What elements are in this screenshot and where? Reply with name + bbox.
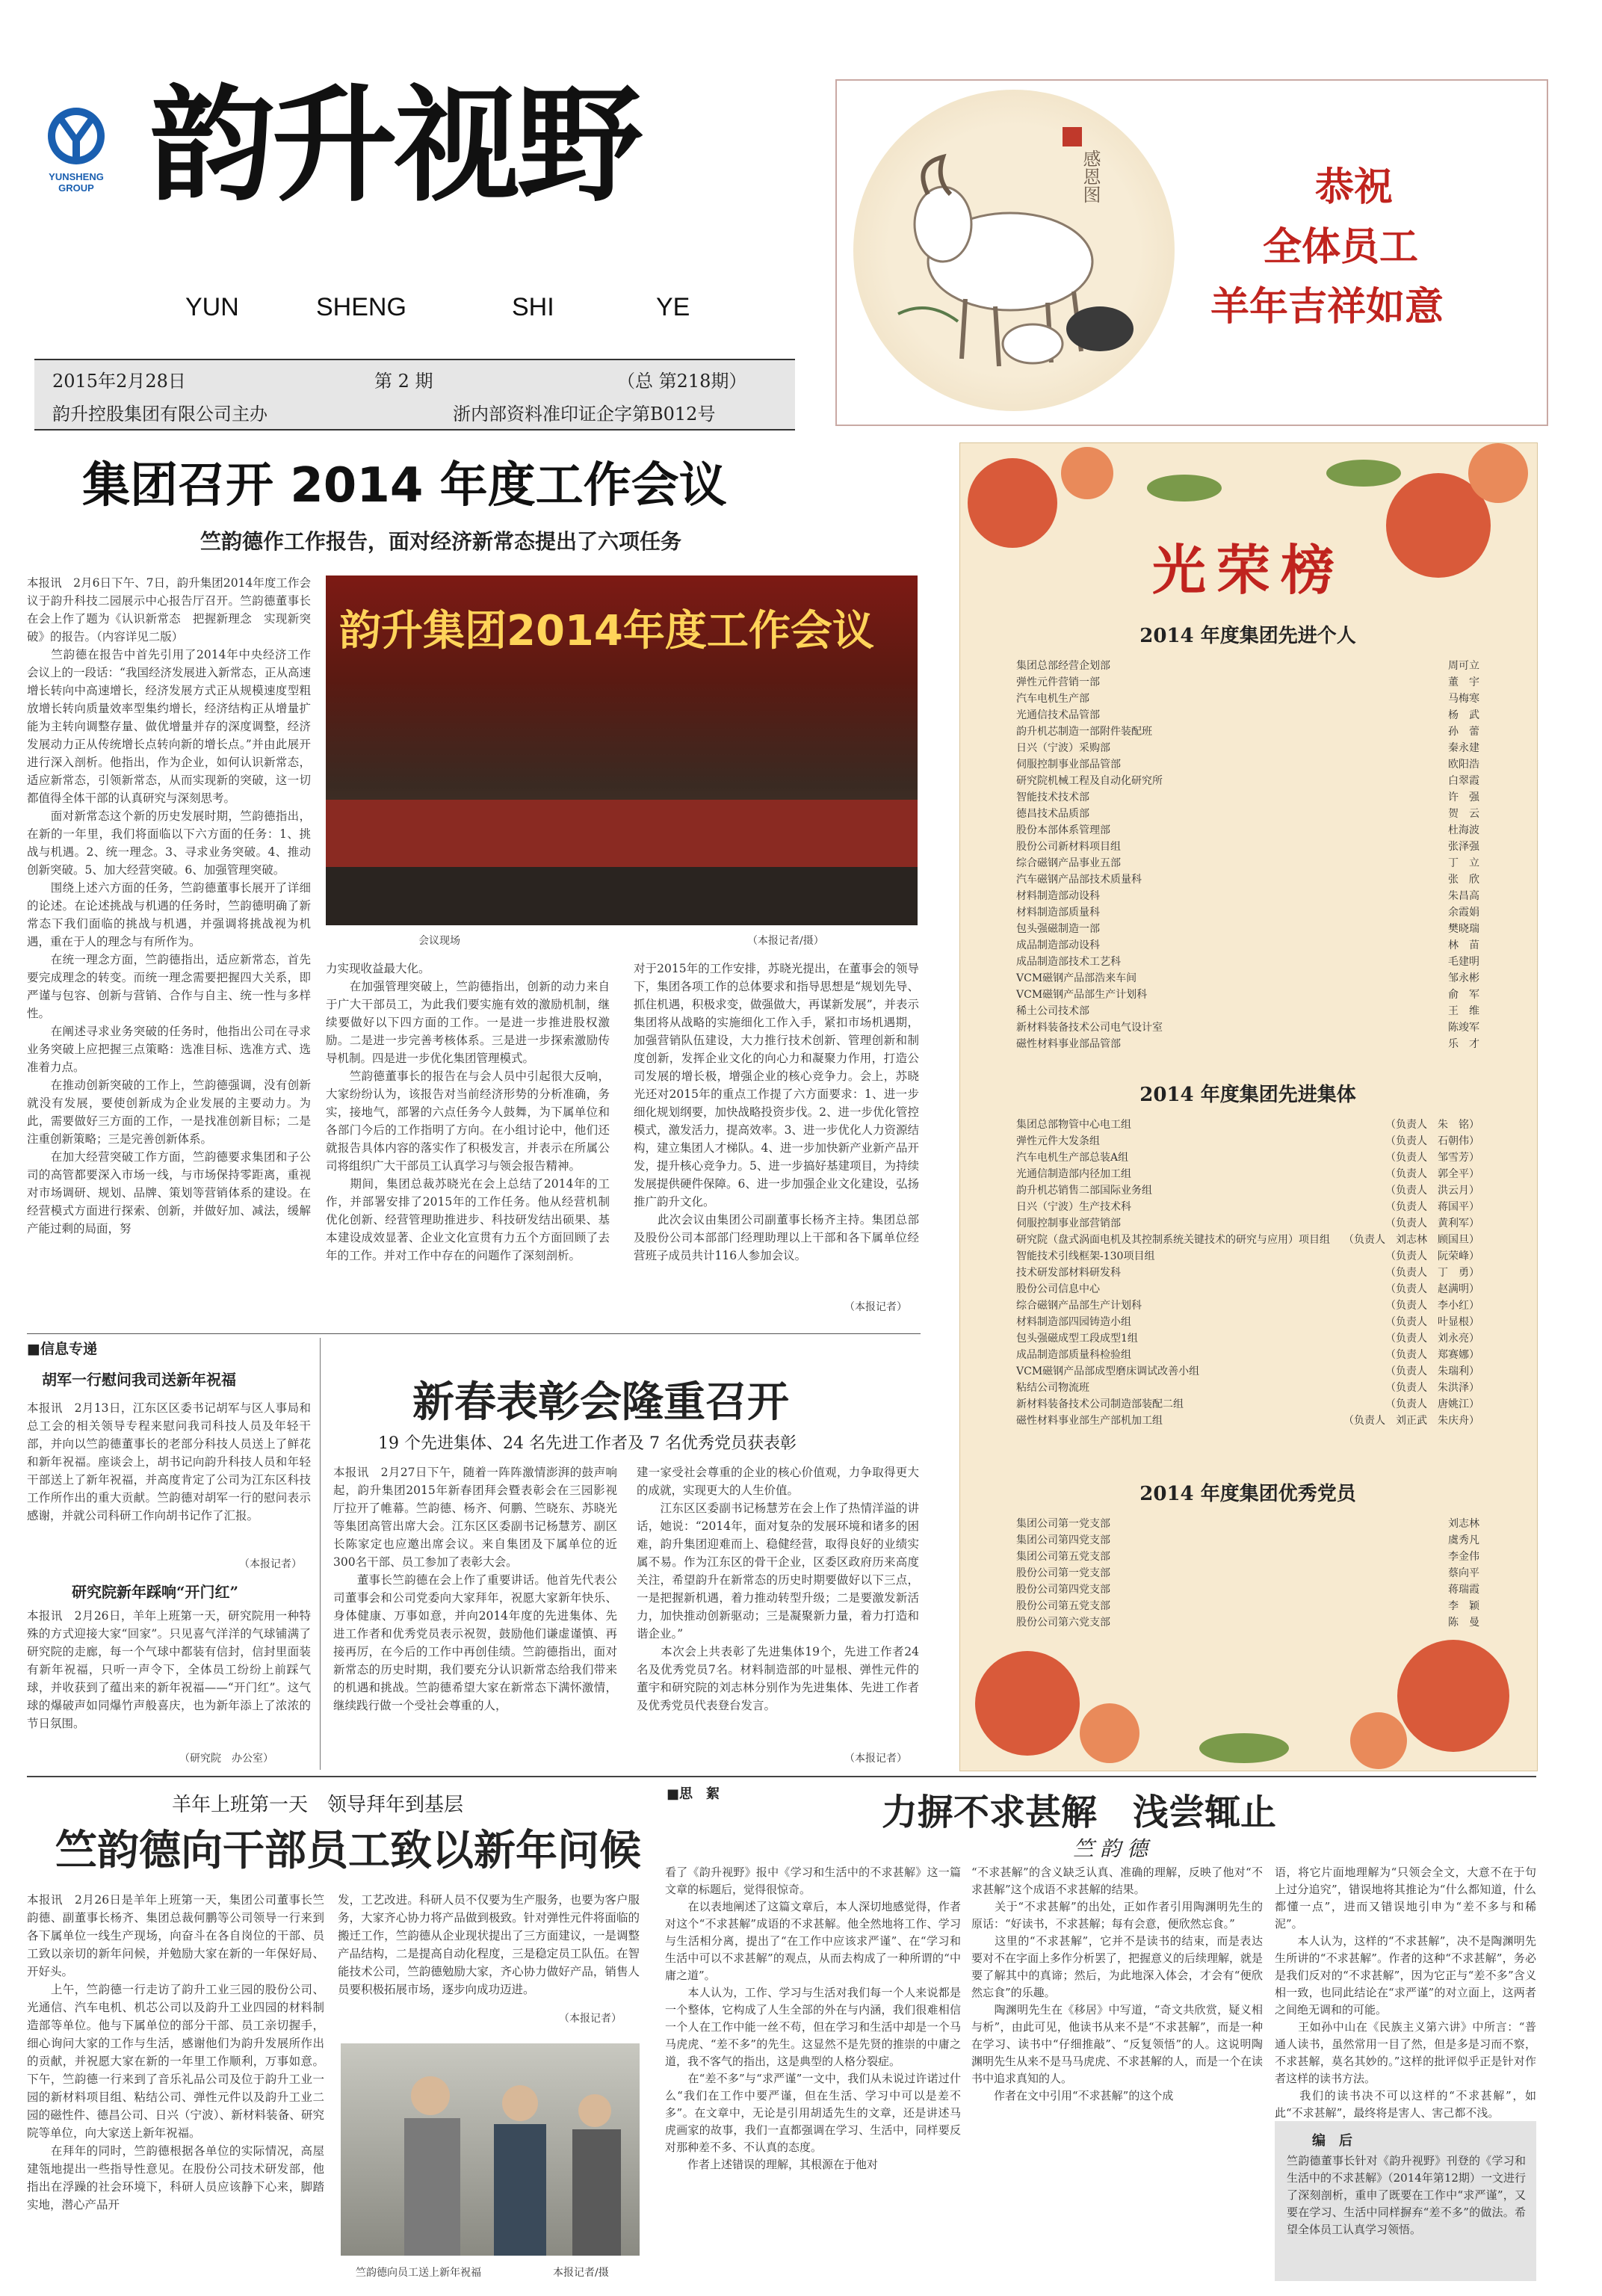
honor-person: 陈竣军	[1448, 1022, 1479, 1034]
honor-row	[1016, 1281, 1479, 1297]
honor-unit: 磁性材料事业部品管部	[1016, 1038, 1121, 1050]
honor-unit: 综合磁钢产品部生产计划科	[1016, 1300, 1142, 1312]
brief2-text: 本报讯 2月26日，羊年上班第一天，研究院用一种特殊的方式迎接大家“回家”。只见喜气洋洋的气球铺满了研究院的走廊，每一个气球中都装有信封，信封里面装有新年祝福，只听一声令下，全体员工纷纷上前踩气球，并收获到了蕴出来的新年祝福——“开门红”。这气球的爆破声如同爆竹声般喜庆，也为新年添上了浓浓的节日氛围。	[27, 1609, 311, 1730]
honor-person: 董 宇	[1448, 676, 1479, 688]
honor-unit: 材料制造部四园铸造小组	[1016, 1316, 1131, 1328]
honor-row	[1016, 1149, 1479, 1166]
honor-person: （负责人 赵满明）	[1385, 1283, 1479, 1295]
honor-row	[1016, 1199, 1479, 1215]
essay-author: 竺韵德	[1073, 1836, 1154, 1861]
honor-person: 周可立	[1448, 660, 1479, 672]
vertical-divider	[320, 1338, 321, 1770]
honor-person: （负责人 刘永亮）	[1385, 1333, 1479, 1345]
honor-person: 丁 立	[1448, 857, 1479, 869]
honor-row	[1016, 839, 1479, 855]
honor-person: 俞 军	[1448, 989, 1479, 1001]
greeting-box	[835, 79, 1548, 426]
article1-headline: 集团召开 2014 年度工作会议	[82, 458, 727, 513]
issue-date: 2015年2月28日	[52, 371, 186, 392]
honor-unit: 成品制造部技术工艺科	[1016, 956, 1121, 968]
greeting-line-3: 羊年吉祥如意	[1210, 284, 1444, 330]
honor-person: 刘志林	[1448, 1518, 1479, 1530]
article3-kicker: 羊年上班第一天 领导拜年到基层	[172, 1794, 464, 1816]
honor-person: 邹永彬	[1448, 972, 1479, 984]
greeting-line-1: 恭祝	[1315, 164, 1394, 210]
honor-row	[1016, 691, 1479, 707]
honor-row	[1016, 1330, 1479, 1347]
honor-row	[1016, 1248, 1479, 1265]
issue-number: 第 2 期	[374, 371, 433, 392]
honor-sec3-list	[1016, 1516, 1479, 1631]
honor-row	[1016, 1396, 1479, 1413]
article3-headline: 竺韵德向干部员工致以新年问候	[55, 1827, 641, 1875]
honor-row	[1016, 822, 1479, 839]
essay-note-box	[1275, 2121, 1536, 2281]
honor-unit: 智能技术技术部	[1016, 791, 1089, 803]
honor-row	[1016, 658, 1479, 674]
honor-row	[1016, 1215, 1479, 1232]
honor-unit: 集团总部物管中心电工组	[1016, 1119, 1131, 1131]
honor-row	[1016, 1036, 1479, 1052]
honor-row	[1016, 888, 1479, 904]
honor-row	[1016, 921, 1479, 937]
issue-total: （总 第218期）	[617, 371, 747, 392]
honor-row	[1016, 954, 1479, 970]
article1-col1: 本报讯 2月6日下午、7日，韵升集团2014年度工作会议于韵升科技二园展示中心报告厅召开。竺韵德董事长在会上作了题为《认识新常态 把握新理念 实现新突破》的报告。（内容详见二版） 竺韵德在报告中首先引用了2014年中央经济工作会议上的一段话：“我国经济发展进入新常态，正从高速增长转向中高速增长，经济发展方式正从规模速度型粗放增长转向质量效率型集约增长，经济结构正从增量扩能为主转向调整存量、做优增量并存的深度调整，经济发展动力正从传统增长点转向新的增长点。”并由此展开进行深入剖析。他指出，作为企业，如何认识新常态，适应新常态，引领新常态，从而实现新的突破，这一切都值得全体干部的认真研究与深刻思考。 面对新常态这个新的历史发展时期，竺韵德指出，在新的一年里，我们将面临以下六方面的任务：1、挑战与机遇。2、统一理念。3、寻求业务突破。4、推动创新突破。5、加大经营突破。6、加强管理突破。 围绕上述六方面的任务，竺韵德董事长展开了详细的论述。在论述挑战与机遇的任务时，竺韵德明确了新常态下我们面临的挑战与机遇，并强调将挑战视为机遇，重在于人的理念与有所作为。 在统一理念方面，竺韵德指出，适应新常态，首先要完成理念的转变。而统一理念需要把握四大关系，即严谨与包容、创新与营销、合作与自主、统一性与多样性。 在阐述寻求业务突破的任务时，他指出公司在寻求业务突破上应把握三点策略：选准目标、选准方式、选准着力点。 在推动创新突破的工作上，竺韵德强调，没有创新就没有发展，要使创新成为企业发展的主要动力。为此，需要做好三方面的工作，一是找准创新目标；二是注重创新策略；三是完善创新体系。 在加大经营突破工作方面，竺韵德要求集团和子公司的高管都要深入市场一线，与市场保持零距离，重视对市场调研、规划、品牌、策划等营销体系的建设。在经营模式方面进行探索、创新，并做好加、减法，缓解产能过剩的局面，努	[27, 576, 311, 1235]
honor-row	[1016, 987, 1479, 1003]
honor-unit: 光通信制造部内径加工组	[1016, 1168, 1131, 1180]
honor-person: （负责人 刘志林 顾国旦）	[1343, 1234, 1479, 1246]
honor-person: （负责人 洪云月）	[1385, 1185, 1479, 1197]
honor-row	[1016, 1549, 1479, 1565]
photo1-caption: 会议现场	[418, 935, 460, 947]
photo3-caption: 竺韵德向员工送上新年祝福	[356, 2267, 481, 2279]
honor-unit: 股份本部体系管理部	[1016, 824, 1110, 836]
honor-person: 余霞娟	[1448, 907, 1479, 919]
honor-unit: 新材料装备技术公司电气设计室	[1016, 1022, 1163, 1034]
honor-row	[1016, 904, 1479, 921]
photo3-credit: 本报记者/摄	[553, 2267, 609, 2279]
article2-signoff: （本报记者）	[844, 1753, 907, 1765]
honor-unit: 集团公司第五党支部	[1016, 1551, 1110, 1563]
honor-row	[1016, 806, 1479, 822]
honor-row	[1016, 756, 1479, 773]
honor-unit: 研究院（盘式涡面电机及其控制系统关键技术的研究与应用）项目组	[1016, 1234, 1330, 1246]
honor-unit: 韵升机芯销售二部国际业务组	[1016, 1185, 1152, 1197]
honor-row	[1016, 1532, 1479, 1549]
honor-unit: 智能技术引线框架-130项目组	[1016, 1250, 1155, 1262]
honor-unit: 股份公司第四党支部	[1016, 1584, 1110, 1596]
honor-unit: 伺服控制事业部品管部	[1016, 759, 1121, 771]
article2-col1: 本报讯 2月27日下午，随着一阵阵激情澎湃的鼓声响起，韵升集团2015年新春团拜会暨表彰会在三园影视厅拉开了帷幕。竺韵德、杨齐、何鹏、竺晓东、苏晓光等集团高管出席大会。江东区区委副书记杨慧芳、副区长陈家定也应邀出席会议。来自集团及下属单位的近300名干部、员工参加了表彰大会。 董事长竺韵德在会上作了重要讲话。他首先代表公司董事会和公司党委向大家拜年，祝愿大家新年快乐、身体健康、万事如意，并向2014年度的先进集体、先进工作者和优秀党员表示祝贺，鼓励他们谦虚谨慎、再接再厉，在今后的工作中再创佳绩。竺韵德指出，面对新常态的历史时期，我们要充分认识新常态给我们带来的机遇和挑战。竺韵德希望大家在新常态下满怀激情，继续践行做一个受社会尊重的人，	[333, 1466, 617, 1712]
news-brief-section: ■信息专递	[27, 1341, 97, 1357]
honor-person: （负责人 叶显根）	[1385, 1316, 1479, 1328]
article1-col3: 对于2015年的工作安排，苏晓光提出，在董事会的领导下，集团各项工作的总体要求和指导思想是“规划先导、抓住机遇，积极求变，做强做大，再谋新发展”，并表示集团将从战略的实施细化工作入手，紧扣市场机遇期，加强营销队伍建设，大力推行技术创新、管理创新和制度创新，发挥企业文化的向心力和凝聚力作用，打造公司发展的增长极，增强企业的核心竞争力。会上，苏晓光还对2015年的重点工作提了六方面要求：1、进一步细化规划纲要，加快战略投资步伐。2、进一步优化管控模式，激发活力，提高效率。3、进一步优化人力资源结构，建立集团人才梯队。4、进一步加快新产业新产品开发，提升核心竞争力。5、进一步搞好基建项目，为持续发展提供硬件保障。6、进一步加强企业文化建设，弘扬推广韵升文化。 此次会议由集团公司副董事长杨齐主持。集团总部及股份公司本部部门经理助理以上干部和各下属单位经营班子成员共计116人参加会议。	[634, 962, 919, 1262]
honor-person: 朱昌高	[1448, 890, 1479, 902]
honor-person: （负责人 邹雪芳）	[1385, 1152, 1479, 1164]
honor-row	[1016, 1166, 1479, 1182]
honor-unit: 股份公司信息中心	[1016, 1283, 1100, 1295]
photo-podium	[326, 800, 918, 867]
honor-row	[1016, 937, 1479, 954]
goat-painting	[853, 90, 1175, 411]
article1-photo	[326, 575, 918, 925]
brief2-signoff: （研究院 办公室）	[179, 1753, 273, 1765]
essay-col2: “不求甚解”的含义缺乏认真、准确的理解，反映了他对“不求甚解”这个成语不求甚解的结果。 关于“不求甚解”的出处，正如作者引用陶渊明先生的原话：“好读书，不求甚解；每有会意，便欣然忘食。” 这里的“不求甚解”，它并不是读书的结束，而是表达要对不在字面上多作分析罢了，把握意义的后续理解，就是要了解其中的真谛；然后，为此地深入体会，才会有“便欣然忘食”的乐趣。 陶渊明先生在《移居》中写道，“奇文共欣赏，疑义相与析”，由此可见，他读书从来不是“不求甚解”，而是一种在学习、读书中“仔细推敲”、“反复领悟”的人。这说明陶渊明先生从来不是马马虎虎、不求甚解的人，而是一个在读书中追求真知的人。 作者在文中引用“不求甚解”的这个成	[971, 1866, 1264, 2102]
honor-person: 陈 曼	[1448, 1617, 1479, 1629]
honor-person: （负责人 刘正武 朱庆舟）	[1343, 1415, 1479, 1427]
honor-person: 秦永建	[1448, 742, 1479, 754]
honor-unit: 集团总部经营企划部	[1016, 660, 1110, 672]
honor-unit: 光通信技术品管部	[1016, 709, 1100, 721]
honor-person: 樊晓瑞	[1448, 923, 1479, 935]
greeting-line-2: 全体员工	[1263, 224, 1419, 270]
honor-unit: 集团公司第一党支部	[1016, 1518, 1110, 1530]
honor-unit: 德昌技术品质部	[1016, 808, 1089, 820]
photo-audience	[326, 867, 918, 925]
honor-unit: 股份公司第五党支部	[1016, 1600, 1110, 1612]
honor-person: 许 强	[1448, 791, 1479, 803]
honor-person: （负责人 黄利军）	[1385, 1218, 1479, 1229]
article2-headline: 新春表彰会隆重召开	[412, 1378, 789, 1427]
honor-unit: 成品制造部动设科	[1016, 939, 1100, 951]
honor-unit: 股份公司新材料项目组	[1016, 841, 1121, 853]
honor-sec2-list	[1016, 1117, 1479, 1429]
honor-sec1-title: 2014 年度集团先进个人	[1139, 625, 1356, 647]
honor-row	[1016, 1265, 1479, 1281]
honor-person: 贺 云	[1448, 808, 1479, 820]
honor-unit: 粘结公司物流班	[1016, 1382, 1089, 1394]
honor-unit: VCM磁钢产品部成型磨床调试改善小组	[1016, 1365, 1200, 1377]
pinyin-1: YUN	[185, 293, 239, 321]
honor-person: 杨 武	[1448, 709, 1479, 721]
honor-person: 李金伟	[1448, 1551, 1479, 1563]
honor-row	[1016, 1614, 1479, 1631]
issue-license: 浙内部资料准印证企字第B012号	[453, 404, 716, 425]
honor-row	[1016, 1003, 1479, 1019]
honor-row	[1016, 855, 1479, 871]
logo	[31, 105, 121, 194]
honor-unit: 包头强磁成型工段成型1组	[1016, 1333, 1138, 1345]
honor-person: 张泽强	[1448, 841, 1479, 853]
honor-unit: 成品制造部质量科检验组	[1016, 1349, 1131, 1361]
essay-headline: 力摒不求甚解 浅尝辄止	[882, 1792, 1277, 1833]
honor-person: （负责人 郑赛娜）	[1385, 1349, 1479, 1361]
masthead-title: 韵升视野	[149, 72, 640, 219]
honor-unit: 包头强磁制造一部	[1016, 923, 1100, 935]
honor-person: 李 颖	[1448, 1600, 1479, 1612]
honor-row	[1016, 740, 1479, 756]
honor-person: （负责人 唐姚江）	[1385, 1398, 1479, 1410]
honor-person: （负责人 石朝伟）	[1385, 1135, 1479, 1147]
brief2-title: 研究院新年踩响“开门红”	[72, 1583, 239, 1601]
article1-col2: 力实现收益最大化。 在加强管理突破上，竺韵德指出，创新的动力来自于广大干部员工，为此我们要实施有效的激励机制，继续要做好以下四方面的工作。一是进一步推进股权激励。二是进一步完善考核体系。三是进一步探索激励传导机制。四是进一步优化集团管理模式。 竺韵德董事长的报告在与会人员中引起很大反响，大家纷纷认为，该报告对当前经济形势的分析准确，务实，接地气，部署的六点任务今人鼓舞，为下属单位和各部门今后的工作指明了方向。在小组讨论中，他们还就报告具体内容的落实作了积极发言，并表示在所属公司将组织广大干部员工认真学习与领会报告精神。 期间，集团总裁苏晓光在会上总结了2014年的工作，并部署安排了2015年的工作任务。他从经营机制优化创新、经营管理助推进步、科技研发结出硕果、基本建设成效显著、企业文化宣贯有力五个方面回顾了去年的工作。并对工作中存在的问题作了深刻剖析。	[326, 962, 610, 1262]
honor-person: 杜海波	[1448, 824, 1479, 836]
honor-unit: 股份公司第六党支部	[1016, 1617, 1110, 1629]
honor-person: 林 苗	[1448, 939, 1479, 951]
honor-row	[1016, 1117, 1479, 1133]
honor-row	[1016, 674, 1479, 691]
honor-row	[1016, 970, 1479, 987]
article2-subhead: 19 个先进集体、24 名先进工作者及 7 名优秀党员获表彰	[378, 1434, 797, 1453]
honor-row	[1016, 1516, 1479, 1532]
honor-row	[1016, 1347, 1479, 1363]
honor-row	[1016, 1019, 1479, 1036]
honor-unit: 汽车电机生产部	[1016, 693, 1089, 705]
honor-person: 蔡向平	[1448, 1567, 1479, 1579]
honor-person: 欧阳浩	[1448, 759, 1479, 771]
honor-unit: 稀土公司技术部	[1016, 1005, 1089, 1017]
honor-person: （负责人 朱瑞利）	[1385, 1365, 1479, 1377]
honor-person: （负责人 郭全平）	[1385, 1168, 1479, 1180]
honor-unit: 汽车电机生产部总装A组	[1016, 1152, 1129, 1164]
honor-row	[1016, 1232, 1479, 1248]
honor-sec2-title: 2014 年度集团先进集体	[1139, 1084, 1356, 1106]
brief1-title: 胡军一行慰问我司送新年祝福	[42, 1371, 236, 1389]
brief1-text: 本报讯 2月13日，江东区区委书记胡军与区人事局和总工会的相关领导专程来慰问我司科技人员及年轻干部，并向以竺韵德董事长的老部分科技人员送上了鲜花和新年祝福。座谈会上，胡书记向韵升科技人员和年轻干部送上了新年祝福，并高度肯定了公司为江东区科技工作所作出的重大贡献。竺韵德对胡军一行的慰问表示感谢，并就公司科研工作向胡书记作了汇报。	[27, 1401, 311, 1522]
honor-row	[1016, 707, 1479, 723]
honor-person: 乐 才	[1448, 1038, 1479, 1050]
honor-row	[1016, 723, 1479, 740]
honor-row	[1016, 1565, 1479, 1581]
honor-person: 毛建明	[1448, 956, 1479, 968]
honor-row	[1016, 1133, 1479, 1149]
honor-person: 孙 蕾	[1448, 726, 1479, 738]
honor-unit: 股份公司第一党支部	[1016, 1567, 1110, 1579]
honor-row	[1016, 773, 1479, 789]
honor-person: 张 欣	[1448, 874, 1479, 886]
goat-icon	[853, 90, 1175, 411]
honor-row	[1016, 1380, 1479, 1396]
photo1-credit: （本报记者/摄）	[747, 935, 824, 947]
honor-person: （负责人 蒋国平）	[1385, 1201, 1479, 1213]
essay-col3: 语，将它片面地理解为“只领会全文，大意不在于句上过分追究”，错误地将其推论为“什么都知道，什么都懂一点”，进而又错误地引申为“差不多与和稀泥”。 本人认为，这样的“不求甚解”，决不是陶渊明先生所讲的“不求甚解”。作者的这种“不求甚解”，务必是我们反对的“不求甚解”，因为它正与“差不多”含义相一致，也同此结论在“求严谨”的对立面上，这两者之间绝无调和的可能。 王如孙中山在《民族主义第六讲》中所言：“普通人读书，虽然常用一目了然，但是多是习而不察，不求甚解，莫名其妙的。”这样的批评似乎正是针对作者这样的读书方法。 我们的读书决不可以这样的“不求甚解”，如此“不求甚解”，最终将是害人、害己都不浅。	[1275, 1866, 1536, 2120]
honor-row	[1016, 1581, 1479, 1598]
article2-col2: 建一家受社会尊重的企业的核心价值观，力争取得更大的成就，实现更大的人生价值。 江东区区委副书记杨慧芳在会上作了热情洋溢的讲话，她说：“2014年，面对复杂的发展环境和诸多的困难，韵升集团迎难而上、稳健经营，取得良好的业绩实属不易。作为江东区的骨干企业，区委区政府历来高度关注，希望韵升在新常态的历史时期要做好以下三点，一是把握新机遇，着力推动转型升级；二是要激发新活力，加快推动创新驱动；三是凝聚新力量，着力打造和谐企业。” 本次会上共表彰了先进集体19个，先进工作者24名及优秀党员7名。材料制造部的叶显根、弹性元件的董宇和研究院的刘志林分别作为先进集体、先进工作者及优秀党员代表登台发言。	[637, 1466, 919, 1712]
divider-1	[27, 1333, 921, 1334]
honor-unit: VCM磁钢产品部生产计划科	[1016, 989, 1148, 1001]
honor-unit: 材料制造部质量科	[1016, 907, 1100, 919]
pinyin-4: YE	[656, 293, 690, 321]
honor-unit: 弹性元件大发条组	[1016, 1135, 1100, 1147]
article3-photo	[341, 2043, 640, 2256]
honor-sec3-title: 2014 年度集团优秀党员	[1139, 1483, 1356, 1505]
honor-row	[1016, 1598, 1479, 1614]
article1-subhead: 竺韵德作工作报告，面对经济新常态提出了六项任务	[200, 529, 682, 554]
yunsheng-logo-icon	[31, 105, 121, 168]
pinyin-2: SHENG	[316, 293, 406, 321]
honor-unit: 日兴（宁波）生产技术科	[1016, 1201, 1131, 1213]
honor-person: 王 维	[1448, 1005, 1479, 1017]
pinyin-3: SHI	[512, 293, 554, 321]
photo-banner-text: 韵升集团2014年度工作会议	[339, 607, 874, 655]
brief1-signoff: （本报记者）	[239, 1558, 302, 1570]
article3-signoff: （本报记者）	[559, 2013, 622, 2025]
honor-person: 马梅寒	[1448, 693, 1479, 705]
essay-col1: 看了《韵升视野》报中《学习和生活中的不求甚解》这一篇文章的标题后，觉得很惊奇。 在以表地阐述了这篇文章后，本人深切地感觉得，作者对这个“不求甚解”成语的不求甚解。他全然地将工作、学习与生活相分离，提出了“在工作中应该求严谨”、在“学习和生活中可以不求甚解”的观点，从而去构成了一种所谓的“中庸之道”。 本人认为，工作、学习与生活对我们每一个人来说都是一个整体，它构成了人生全部的外在与内涵，我们很难相信一个人在工作中能一丝不苟，但在学习和生活中却是一个马马虎虎、“差不多”的先生。这显然不是先贤的推崇的中庸之道，我不客气的指出，这是典型的人格分裂症。 在“差不多”与“求严谨”一文中，我们从未说过许诺过什么“我们在工作中要严谨，但在生活、学习中可以是差不多”。在文章中，无论是引用胡适先生的文章，还是讲述马虎画家的故事，我们一直都强调在学习、生活中，同样要反对那种差不多、不认真的态度。 作者上述错误的理解，其根源在于他对	[665, 1866, 961, 2171]
honor-person: （负责人 朱洪泽）	[1385, 1382, 1479, 1394]
issue-info-box	[34, 359, 795, 430]
honor-unit: 韵升机芯制造一部附件装配班	[1016, 726, 1152, 738]
honor-unit: 汽车磁钢产品部技术质量科	[1016, 874, 1142, 886]
honor-person: 虞秀凡	[1448, 1534, 1479, 1546]
painting-seal-text: 感恩图	[1080, 149, 1101, 203]
honor-row	[1016, 1314, 1479, 1330]
honor-unit: 日兴（宁波）采购部	[1016, 742, 1110, 754]
honor-person: （负责人 朱 铭）	[1385, 1119, 1479, 1131]
honor-row	[1016, 789, 1479, 806]
honor-unit: 综合磁钢产品事业五部	[1016, 857, 1121, 869]
article3-col1: 本报讯 2月26日是羊年上班第一天，集团公司董事长竺韵德、副董事长杨齐、集团总裁何鹏等公司领导一行来到各下属单位一线生产现场，向奋斗在各自岗位的干部、员工致以亲切的新年问候，并勉励大家在新的一年保好局、开好头。 上午，竺韵德一行走访了韵升工业三园的股份公司、光通信、汽车电机、机芯公司以及韵升工业四园的材料制造部等单位。他与下属单位的部分干部、员工亲切握手，细心询问大家的工作与生活，感谢他们为韵升发展所作出的贡献，并祝愿大家在新的一年里工作顺利，万事如意。下午，竺韵德一行来到了音乐礼品公司及位于韵升工业一园的新材料项目组、粘结公司、弹性元件以及韵升工业二园的磁性件、德昌公司、日兴（宁波）、新材料装备、研究院等单位，向大家送上新年祝福。 在拜年的同时，竺韵德根据各单位的实际情况，高屋建瓴地提出一些指导性意见。在股份公司技术研发部，他指出在浮躁的社会环境下，科研人员应该静下心来，脚踏实地，潜心产品开	[27, 1893, 324, 2212]
essay-section: ■思 絮	[667, 1786, 720, 1802]
issue-sponsor: 韵升控股集团有限公司主办	[52, 404, 267, 425]
honor-title: 光荣榜	[1151, 538, 1345, 602]
honor-person: （负责人 李小红）	[1385, 1300, 1479, 1312]
honor-row	[1016, 1297, 1479, 1314]
honor-unit: 集团公司第四党支部	[1016, 1534, 1110, 1546]
honor-row	[1016, 1363, 1479, 1380]
handshake-photo-icon	[341, 2043, 640, 2256]
honor-row	[1016, 1413, 1479, 1429]
honor-person: （负责人 丁 勇）	[1385, 1267, 1479, 1279]
essay-note-text: 竺韵德董事长针对《韵升视野》刊登的《学习和生活中的不求甚解》（2014年第12期）一文进行了深刻剖析，重申了既要在工作中“求严谨”，又要在学习、生活中同样摒弃“差不多”的做法。希望全体员工认真学习领悟。	[1287, 2154, 1526, 2236]
honor-sec1-list	[1016, 658, 1479, 1052]
honor-unit: 弹性元件营销一部	[1016, 676, 1100, 688]
honor-person: 蒋瑞霞	[1448, 1584, 1479, 1596]
honor-unit: 研究院机械工程及自动化研究所	[1016, 775, 1163, 787]
honor-unit: 材料制造部动设科	[1016, 890, 1100, 902]
article1-signoff: （本报记者）	[844, 1301, 907, 1313]
essay-note-title: 编 后	[1312, 2133, 1352, 2149]
honor-person: （负责人 阮荣峰）	[1385, 1250, 1479, 1262]
honor-unit: VCM磁钢产品部浩来车间	[1016, 972, 1137, 984]
logo-text: YUNSHENG GROUP	[49, 171, 104, 194]
honor-unit: 新材料装备技术公司制造部装配二组	[1016, 1398, 1184, 1410]
honor-row	[1016, 871, 1479, 888]
honor-unit: 伺服控制事业部营销部	[1016, 1218, 1121, 1229]
divider-2	[27, 1776, 1536, 1777]
honor-unit: 技术研发部材料研发科	[1016, 1267, 1121, 1279]
article3-col2: 发，工艺改进。科研人员不仅要为生产服务，也要为客户服务，大家齐心协力将产品做到极致。针对弹性元件将面临的搬迁工作，竺韵德从企业现状提出了三方面建议，一是调整产品结构，二是提高自动化程度，三是稳定员工队伍。在智能技术公司，竺韵德勉励大家，齐心协力做好产品，销售人员要积极拓展市场，逐步向成功迈进。	[338, 1893, 640, 1996]
honor-unit: 磁性材料事业部生产部机加工组	[1016, 1415, 1163, 1427]
honor-row	[1016, 1182, 1479, 1199]
honor-person: 白翠霞	[1448, 775, 1479, 787]
